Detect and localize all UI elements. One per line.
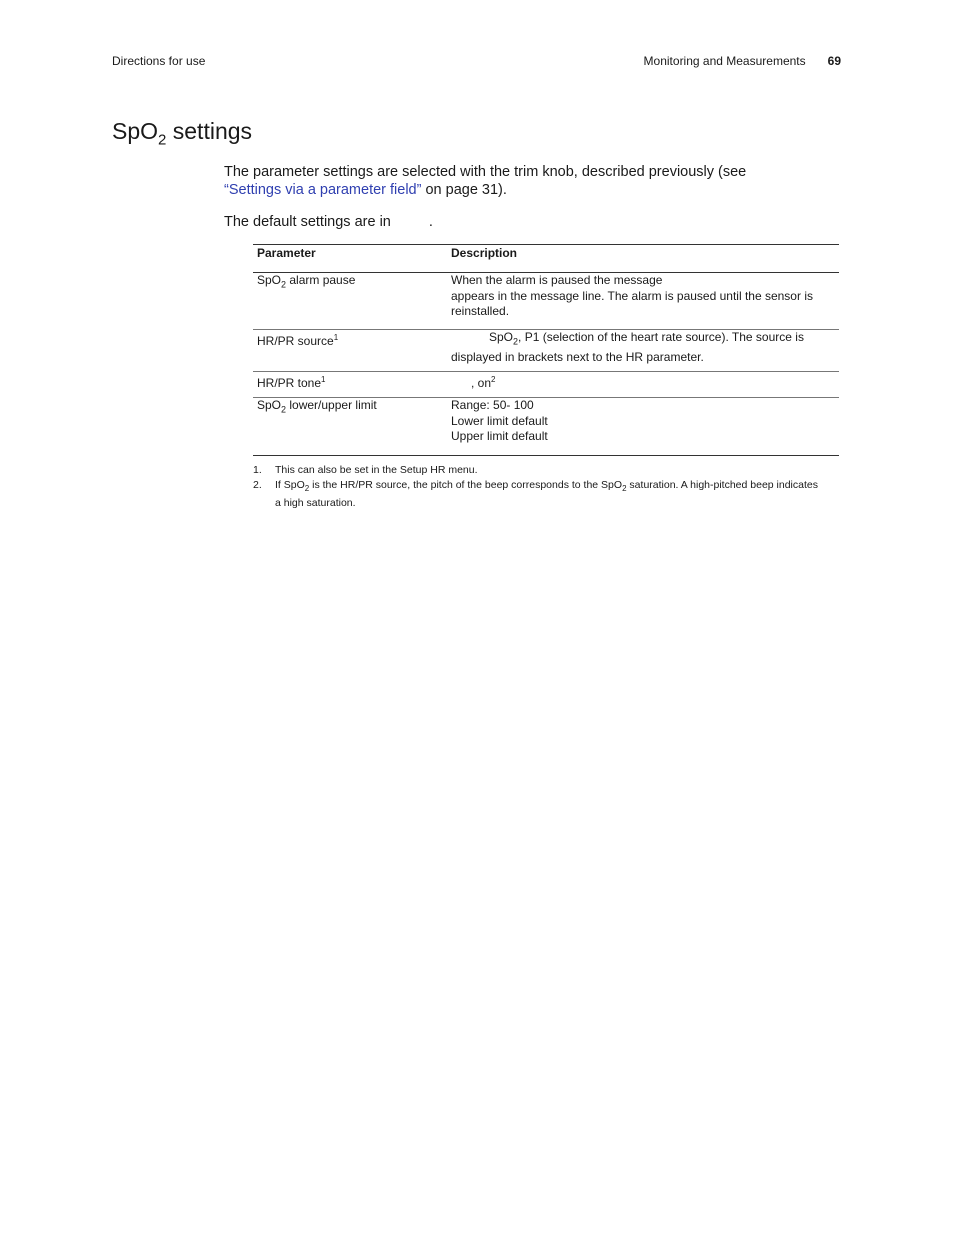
table-row	[253, 398, 839, 456]
column-header-description: Description	[447, 245, 839, 273]
running-header-right	[644, 54, 841, 68]
table-row	[253, 273, 839, 330]
page-number: 69	[827, 54, 841, 68]
description-cell: , $on^2$	[447, 372, 839, 398]
page-title: SpO$_2$ settings	[112, 118, 253, 149]
column-header-parameter: Parameter	[253, 245, 447, 273]
footnote-1: 1. This can also be set in the Setup HR menu.	[253, 464, 478, 476]
table-header-row	[253, 245, 839, 273]
table-row	[253, 372, 839, 398]
settings-table	[253, 244, 839, 456]
description-cell: When the alarm is paused the message appears in the message line. The alarm is paused until the sensor is reinstalled.	[447, 273, 839, 330]
description-cell: SpO$_2$, P1 (selection of the heart rate source). The source is displayed in brackets next to the HR parameter.	[447, 330, 839, 372]
parameter-cell: HR/PR tone$^1$	[253, 372, 447, 398]
footnotes	[253, 463, 823, 511]
section-title: Monitoring and Measurements	[643, 54, 806, 68]
description-cell: Range: 50- 100 Lower limit default Upper limit default	[447, 398, 839, 456]
settings-link[interactable]: “Settings via a parameter field”	[224, 182, 422, 198]
footnote-2: 2. If SpO$_2$ is the HR/PR source, the pitch of the beep corresponds to the SpO$_2$ saturation. A high-pitched beep indicates a high saturation.	[253, 479, 818, 510]
table-row	[253, 330, 839, 372]
parameter-cell: HR/PR source$^1$	[253, 330, 447, 372]
parameter-cell: SpO$_2$ lower/upper limit	[253, 398, 447, 456]
intro-paragraph: The parameter settings are selected with the trim knob, described previously (see “Settings via a parameter field” on page 31).	[224, 164, 747, 198]
parameter-cell: SpO$_2$ alarm pause	[253, 273, 447, 330]
defaults-paragraph: The default settings are in .	[224, 214, 433, 230]
running-header-left: Directions for use	[112, 54, 206, 68]
